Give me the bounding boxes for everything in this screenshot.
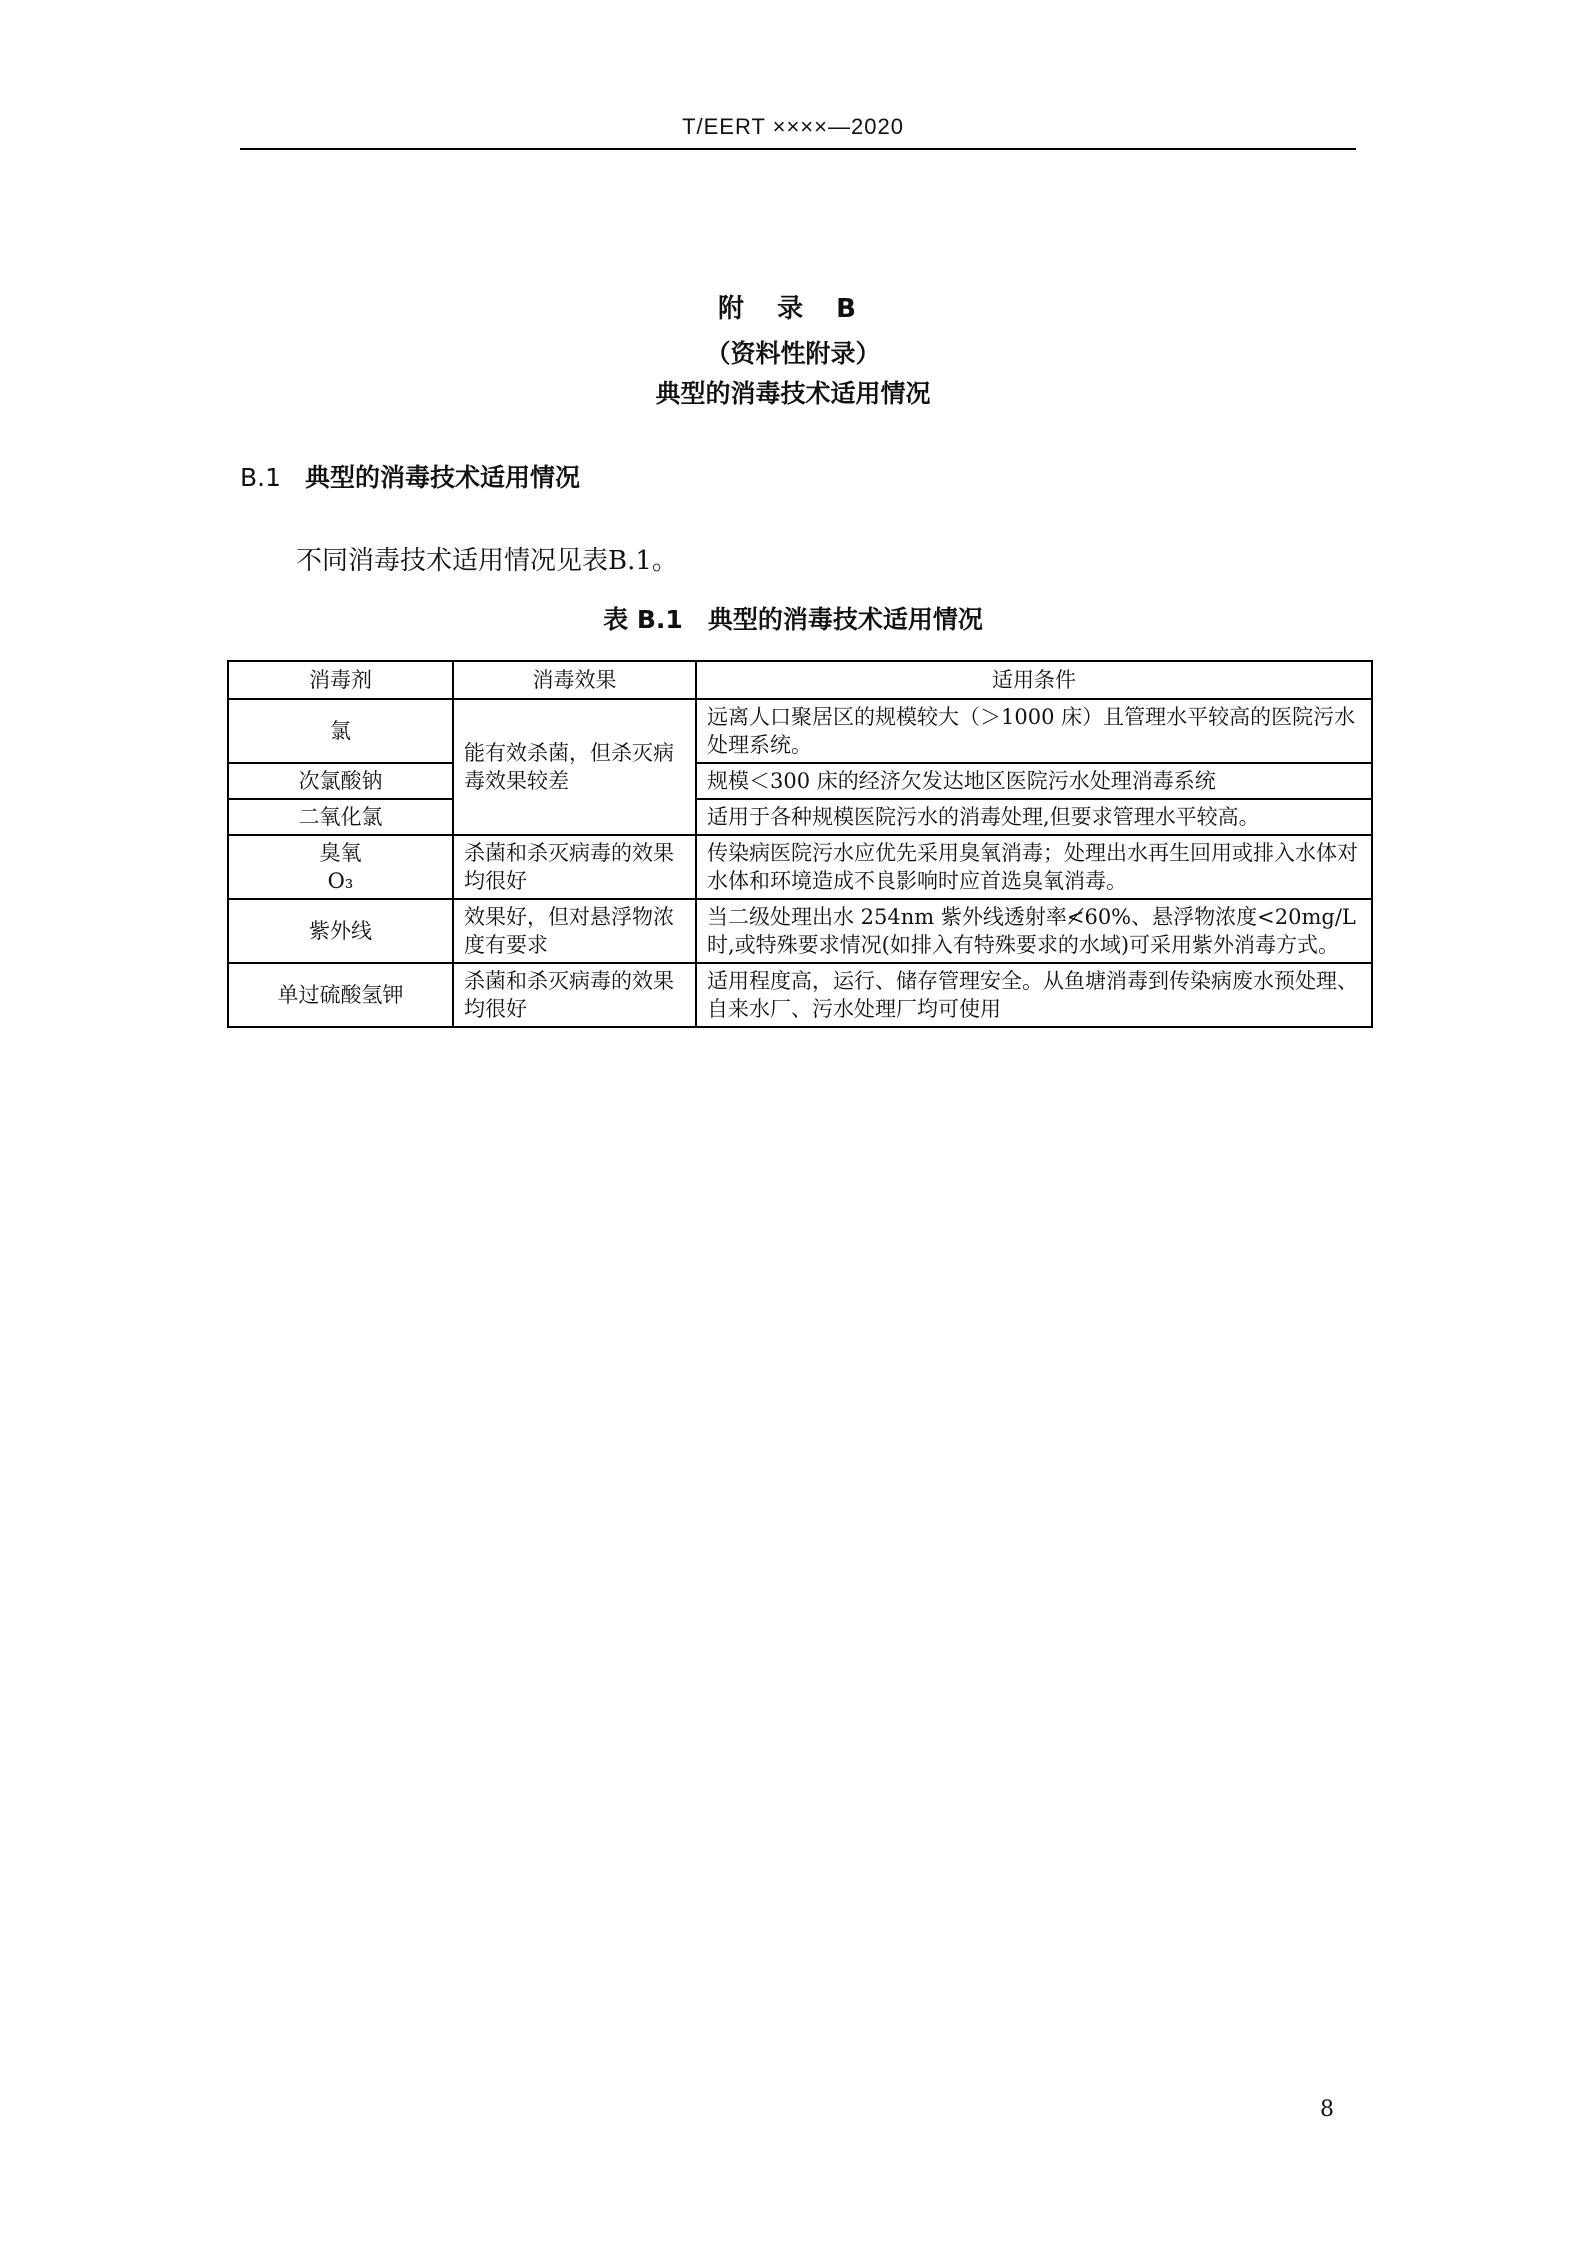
page-number: 8 [1320,2097,1334,2122]
table-row [228,899,1372,963]
header-cell-condition: 适用条件 [696,661,1372,699]
agent-cell: 紫外线 [228,899,453,963]
header-cell-agent: 消毒剂 [228,661,453,699]
intro-paragraph: 不同消毒技术适用情况见表B.1。 [296,546,678,576]
agent-name: 臭氧 [319,841,362,865]
header-cell-effect: 消毒效果 [453,661,696,699]
condition-cell: 当二级处理出水 254nm 紫外线透射率≮60%、悬浮物浓度<20mg/L 时,或特殊要求情况(如排入有特殊要求的水域)可采用紫外消毒方式。 [696,899,1372,963]
effect-cell: 杀菌和杀灭病毒的效果均很好 [453,963,696,1027]
table-header-row [228,661,1372,699]
agent-cell [228,835,453,899]
agent-cell: 次氯酸钠 [228,763,453,799]
appendix-type: （资料性附录） [705,339,881,368]
table-caption: 表 B.1 典型的消毒技术适用情况 [603,605,983,634]
condition-cell: 规模＜300 床的经济欠发达地区医院污水处理消毒系统 [696,763,1372,799]
agent-cell: 氯 [228,699,453,763]
agent-cell: 二氧化氯 [228,799,453,835]
section-number: B.1 [240,463,282,492]
table-row [228,763,1372,799]
table-row [228,963,1372,1027]
effect-cell: 杀菌和杀灭病毒的效果均很好 [453,835,696,899]
table-row [228,799,1372,835]
section-title: 典型的消毒技术适用情况 [305,463,581,492]
appendix-title: 典型的消毒技术适用情况 [655,379,931,408]
effect-cell: 效果好，但对悬浮物浓度有要求 [453,899,696,963]
condition-cell: 传染病医院污水应优先采用臭氧消毒；处理出水再生回用或排入水体对水体和环境造成不良影响时应首选臭氧消毒。 [696,835,1372,899]
table-row [228,835,1372,899]
condition-cell: 适用程度高，运行、储存管理安全。从鱼塘消毒到传染病废水预处理、自来水厂、污水处理厂均可使用 [696,963,1372,1027]
agent-cell: 单过硫酸氢钾 [228,963,453,1027]
effect-cell: 能有效杀菌，但杀灭病毒效果较差 [453,699,696,835]
condition-cell: 适用于各种规模医院污水的消毒处理,但要求管理水平较高。 [696,799,1372,835]
agent-formula: O₃ [327,869,354,893]
document-code-header: T/EERT ××××—2020 [682,114,904,139]
header-divider [240,148,1356,150]
table-row [228,699,1372,763]
section-heading [240,458,580,494]
appendix-label: 附 录 B [718,294,868,324]
disinfection-table [227,660,1373,1028]
condition-cell: 远离人口聚居区的规模较大（＞1000 床）且管理水平较高的医院污水处理系统。 [696,699,1372,763]
